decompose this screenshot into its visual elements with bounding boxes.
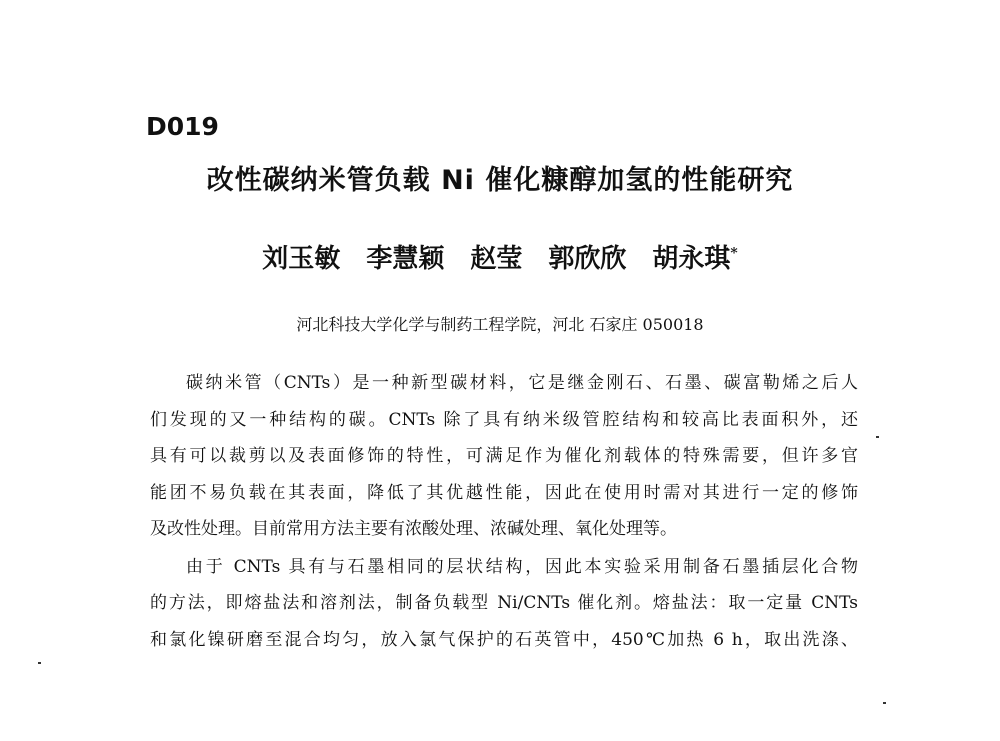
text-line: 们发现的又一种结构的碳。CNTs 除了具有纳米级管腔结构和较高比表面积外，还 — [150, 409, 858, 430]
abstract-code: D019 — [146, 112, 219, 141]
author-name: 李慧颖 — [366, 244, 445, 274]
text-line: 碳纳米管（CNTs）是一种新型碳材料，它是继金刚石、石墨、碳富勒烯之后人 — [186, 373, 858, 393]
scan-speck — [876, 436, 879, 438]
author-name: 郭欣欣 — [548, 244, 627, 274]
author-name: 刘玉敏 — [262, 244, 341, 274]
corresponding-mark: * — [730, 245, 738, 262]
author-name: 胡永琪 — [652, 244, 731, 274]
text-line: 能团不易负载在其表面，降低了其优越性能，因此在使用时需对其进行一定的修饰 — [150, 482, 858, 503]
text-line: 及改性处理。目前常用方法主要有浓酸处理、浓碱处理、氧化处理等。 — [150, 519, 677, 539]
text-line: 具有可以裁剪以及表面修饰的特性，可满足作为催化剂载体的特殊需要，但许多官 — [150, 446, 858, 466]
text-line: 和氯化镍研磨至混合均匀，放入氯气保护的石英管中，450℃加热 6 h，取出洗涤、 — [150, 629, 858, 650]
author-list — [0, 238, 1000, 275]
affiliation: 河北科技大学化学与制药工程学院，河北 石家庄 050018 — [296, 315, 704, 334]
author-name: 赵莹 — [470, 244, 523, 274]
corresponding-author — [652, 238, 737, 275]
text-line: 由于 CNTs 具有与石墨相同的层状结构，因此本实验采用制备石墨插层化合物 — [186, 556, 858, 577]
scan-speck — [38, 662, 41, 664]
paragraph — [150, 549, 858, 659]
scan-speck — [883, 702, 886, 704]
text-line: 的方法，即熔盐法和溶剂法，制备负载型 Ni/CNTs 催化剂。熔盐法：取一定量 CNTs — [150, 593, 858, 613]
body-text — [150, 365, 858, 659]
paragraph — [150, 365, 858, 548]
paper-title: 改性碳纳米管负载 Ni 催化糠醇加氢的性能研究 — [206, 165, 794, 196]
